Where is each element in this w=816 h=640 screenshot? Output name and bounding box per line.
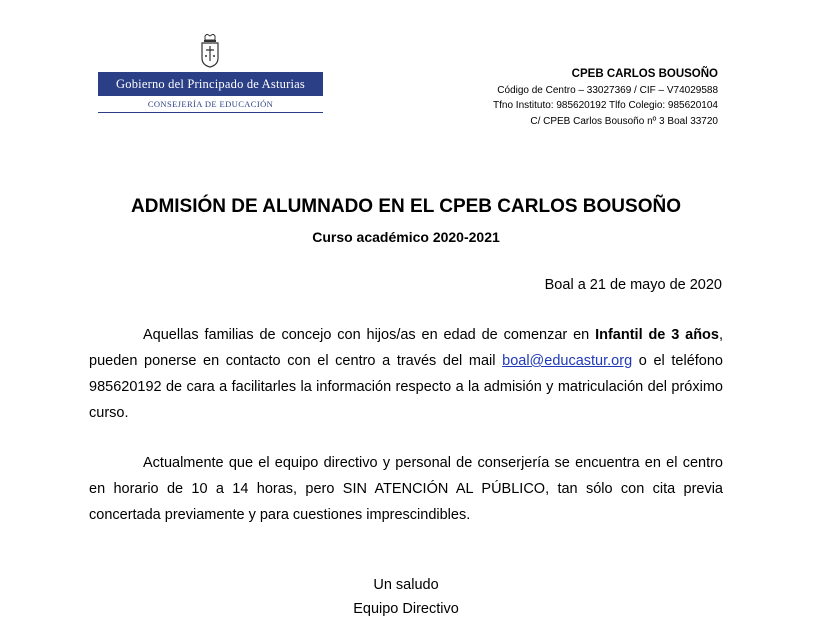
document-subtitle: Curso académico 2020-2021 bbox=[312, 229, 500, 245]
school-address: C/ CPEB Carlos Bousoño nº 3 Boal 33720 bbox=[530, 115, 718, 127]
closing-signature: Equipo Directivo bbox=[353, 601, 459, 617]
paragraph1-text-b: , pueden ponerse en contacto con el centro a través del mail bbox=[89, 327, 724, 369]
department-name: CONSEJERÍA DE EDUCACIÓN bbox=[147, 99, 274, 109]
paragraph2-text: Actualmente que el equipo directivo y personal de conserjería se encuentra en el centro en horario de 10 a 14 horas, pero SIN ATENCIÓN AL PÚBLICO, tan sólo con cita previa concertada previamente y para cuestiones imprescindibles. bbox=[89, 455, 723, 523]
paragraph1-bold: Infantil de 3 años bbox=[595, 327, 719, 343]
government-banner bbox=[98, 72, 323, 96]
banner-divider bbox=[98, 112, 323, 113]
document-title: ADMISIÓN DE ALUMNADO EN EL CPEB CARLOS BOUSOÑO bbox=[131, 196, 681, 217]
school-phones: Tfno Instituto: 985620192 Tlfo Colegio: 985620104 bbox=[493, 100, 718, 111]
coat-of-arms-logo bbox=[199, 34, 221, 68]
document-date: Boal a 21 de mayo de 2020 bbox=[544, 277, 722, 293]
paragraph-hours bbox=[89, 450, 723, 528]
school-code: Código de Centro – 33027369 / CIF – V74029588 bbox=[497, 84, 718, 96]
paragraph1-text-c: o el teléfono 985620192 de cara a facilitarles la información respecto a la admisión y matriculación del próximo curso. bbox=[89, 353, 723, 421]
paragraph1-text-a: Aquellas familias de concejo con hijos/as en edad de comenzar en bbox=[143, 327, 596, 343]
paragraph-admission bbox=[89, 322, 723, 426]
closing-greeting: Un saludo bbox=[373, 577, 439, 593]
school-name: CPEB CARLOS BOUSOÑO bbox=[571, 68, 718, 80]
email-link[interactable]: boal@educastur.org bbox=[502, 353, 633, 369]
school-info bbox=[493, 67, 718, 129]
government-name: Gobierno del Principado de Asturias bbox=[116, 77, 305, 91]
